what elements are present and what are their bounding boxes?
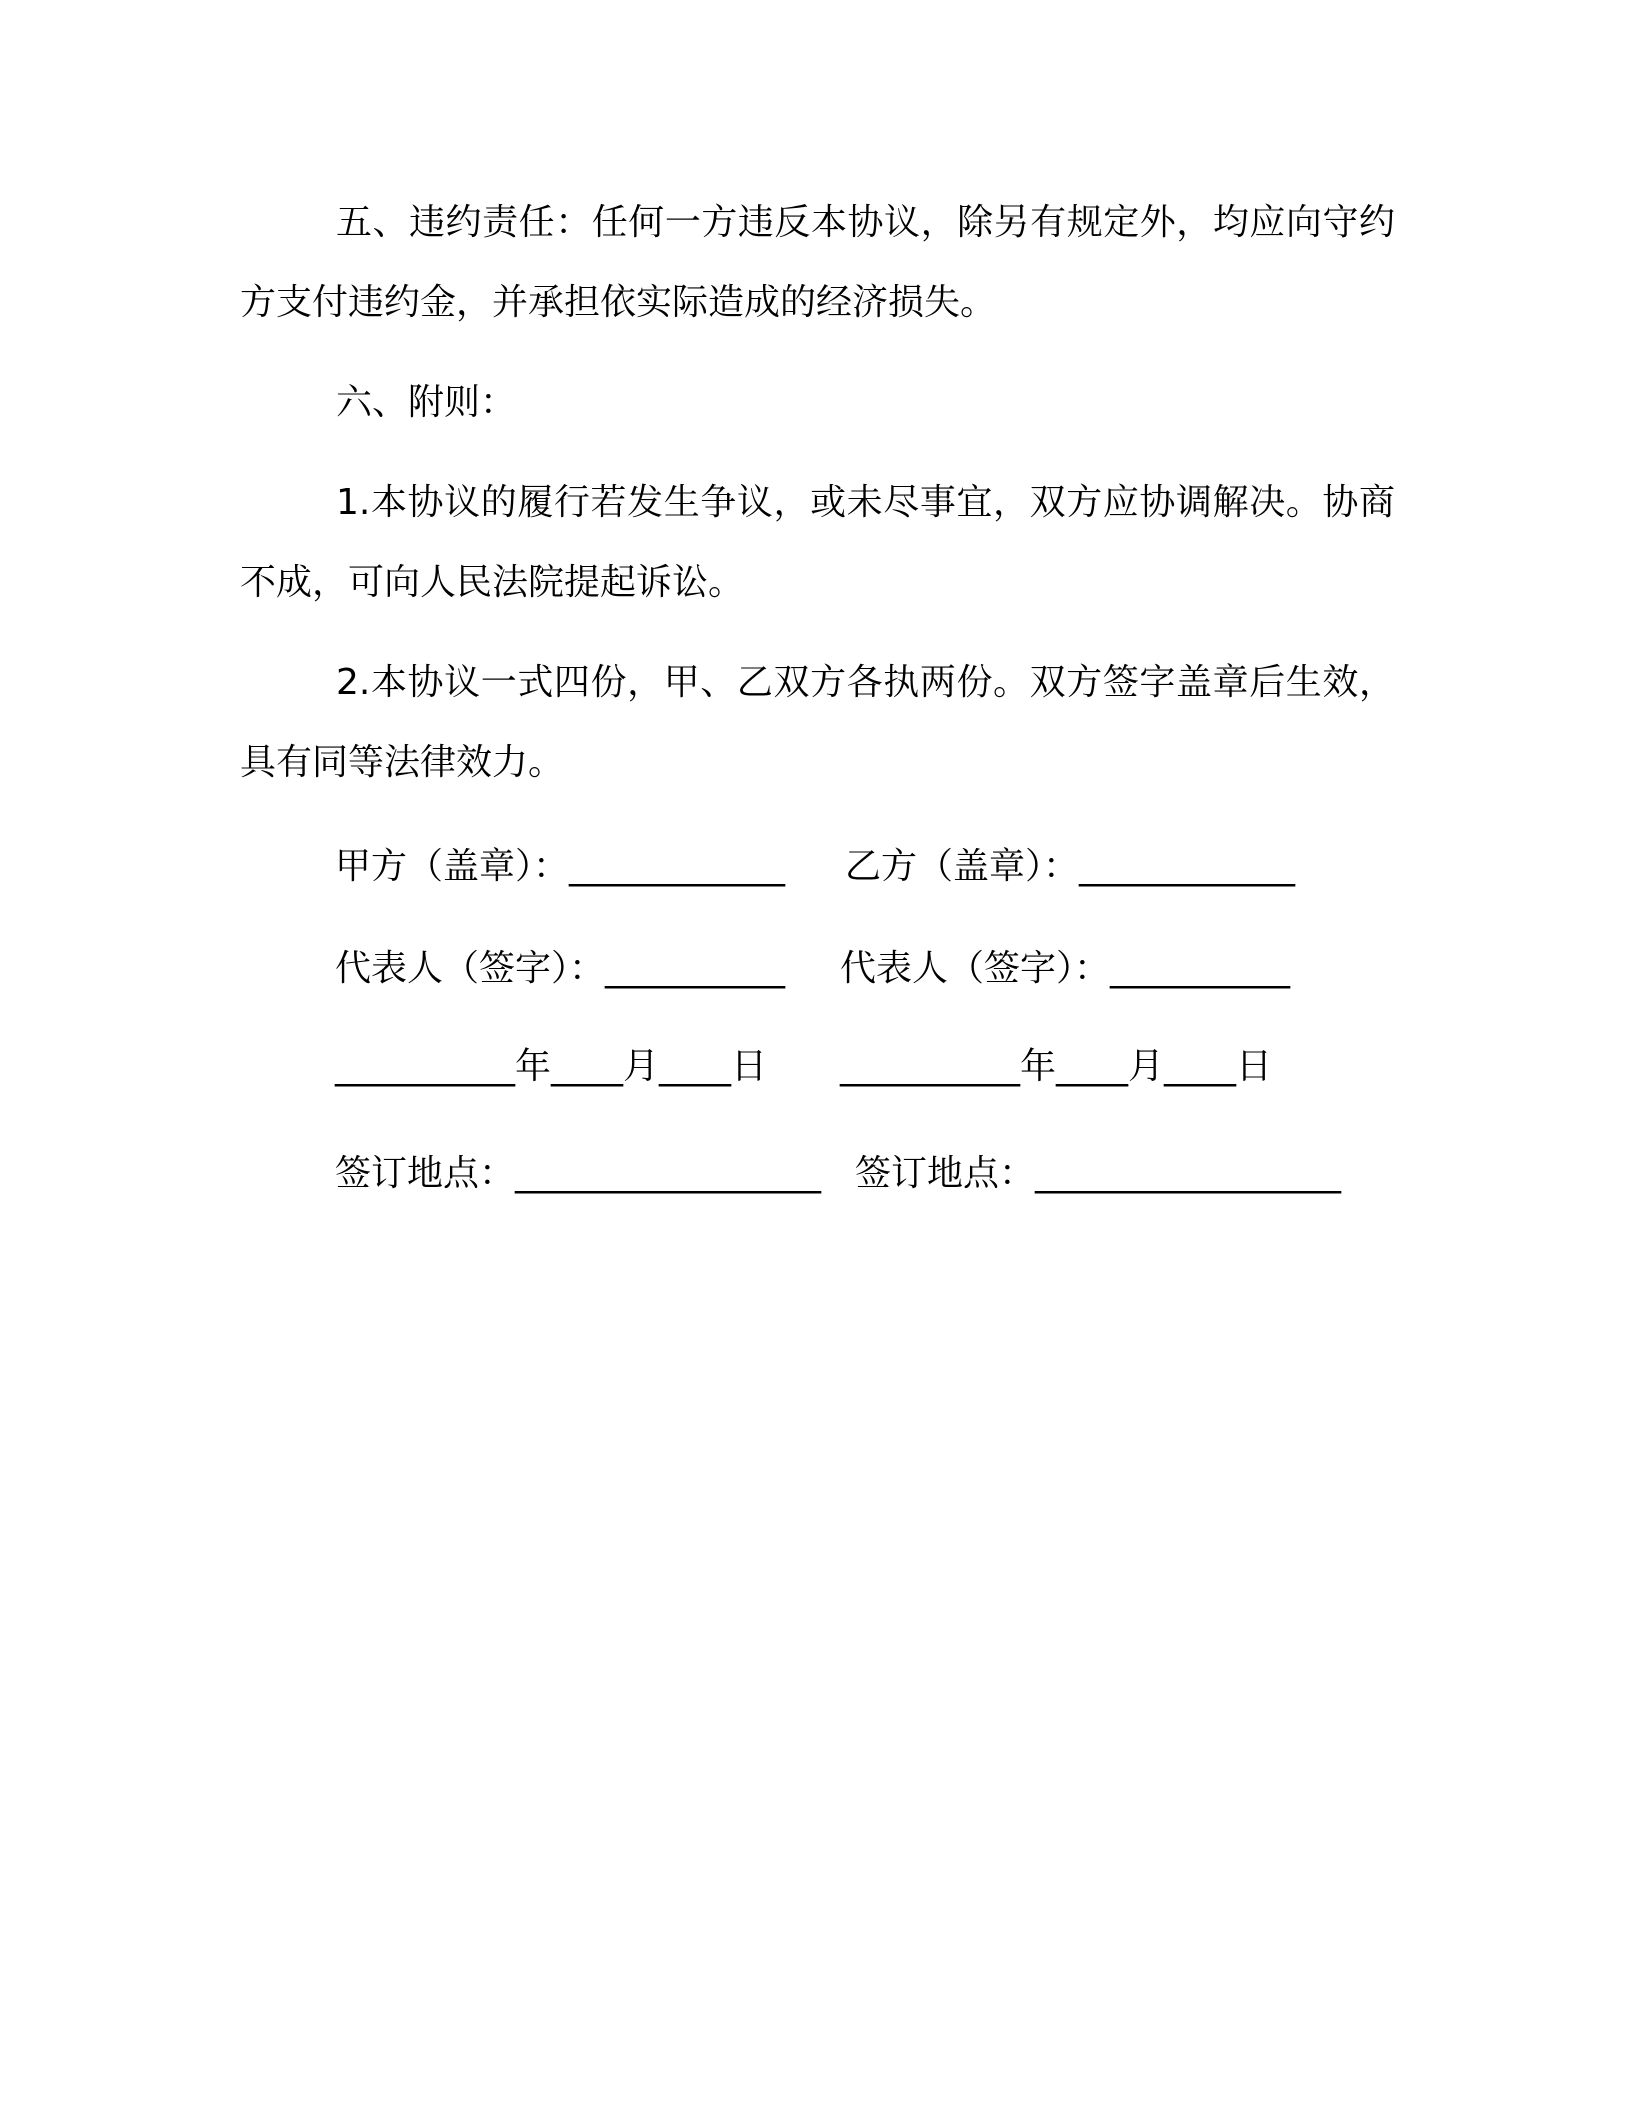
- agreement-body: [240, 183, 1395, 803]
- party-b-representative-line: 代表人（签字）：__________: [840, 948, 1291, 989]
- party-a-signing-place-line: 签订地点：_________________: [335, 1153, 822, 1194]
- clause-breach-liability: 五、违约责任：任何一方违反本协议，除另有规定外，均应向守约方支付违约金，并承担依实际造成的经济损失。: [240, 202, 1395, 323]
- clause-supplementary-heading: 六、附则：: [336, 382, 517, 423]
- clause-copies-effect: 2.本协议一式四份，甲、乙双方各执两份。双方签字盖章后生效，具有同等法律效力。: [240, 662, 1395, 783]
- party-a-date-line: __________年____月____日: [335, 1046, 767, 1087]
- party-a-representative-line: 代表人（签字）：__________: [335, 948, 786, 989]
- party-b-date-line: __________年____月____日: [840, 1046, 1272, 1087]
- signing-place-row: [335, 1150, 1342, 1342]
- clause-dispute-resolution: 1.本协议的履行若发生争议，或未尽事宜，双方应协调解决。协商不成，可向人民法院提起诉讼。: [240, 482, 1395, 603]
- party-b-signing-place-line: 签订地点：_________________: [855, 1153, 1342, 1194]
- party-a-seal-line: 甲方（盖章）：____________: [335, 846, 786, 887]
- party-b-seal-line: 乙方（盖章）：____________: [845, 846, 1296, 887]
